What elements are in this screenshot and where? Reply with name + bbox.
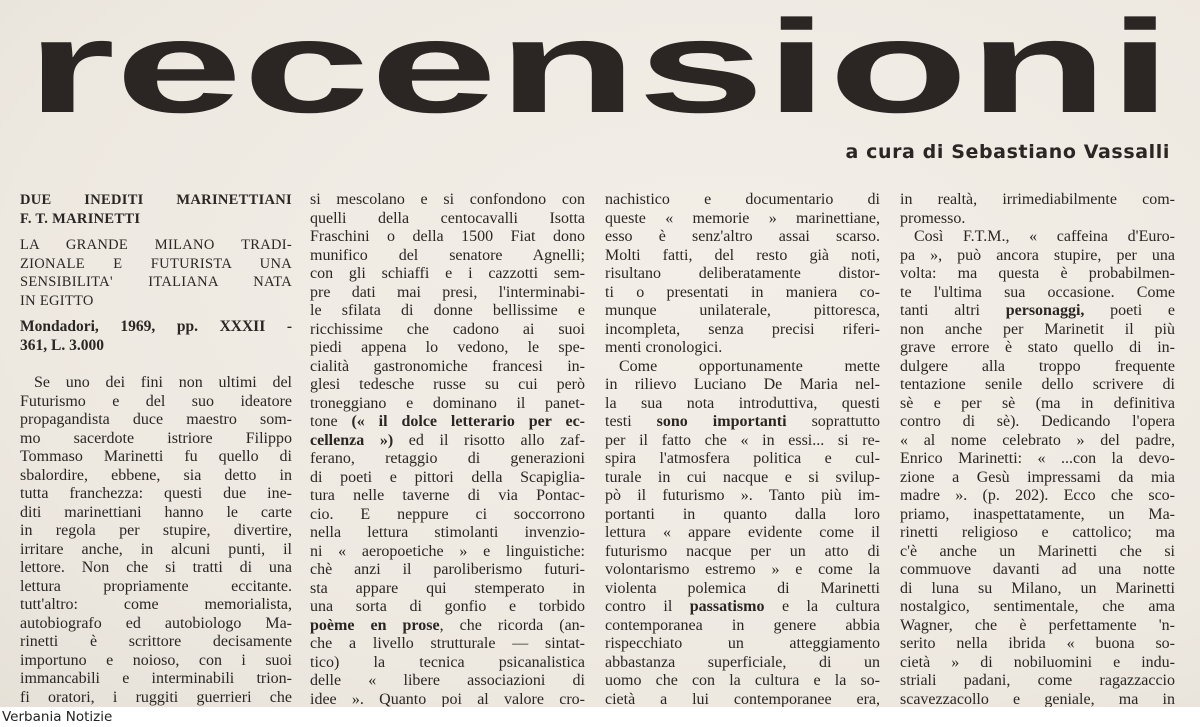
text-line: rispecchiato un atteggiamento [605,635,880,652]
text-line: tentazione senile dello scrivere di [900,376,1175,393]
text-line: nella lettura stimolanti invenzio- [310,524,585,541]
text-line: pa », può ancora stupire, per una [900,246,1175,264]
text-line [310,432,585,451]
text-line: abbastanza superficiale, di un [605,653,880,671]
text-segment: ed il risotto allo zaf- [393,431,586,449]
text-line [605,413,880,432]
text-line: queste « memorie » marinettiane, [605,209,880,227]
text-line: troneggiano e dominano il panet- [310,394,585,412]
text-line [310,617,585,636]
text-line: che a livello strutturale — sintat- [310,635,585,652]
text-line: lettore. Non che si tratti di una [20,559,292,576]
text-line: Fraschini o della 1500 Fiat dono [310,228,585,245]
text-line: Come opportunamente mette [619,357,880,375]
text-line [900,302,1175,321]
text-line: incompleta, senza precisi riferi- [605,320,880,338]
text-segment: tanti altri [900,302,1006,319]
text-line: ricchissime che cadono ai suoi [310,320,585,338]
text-line: tutta franchezza: questi due ine- [20,485,292,502]
text-line: dulgere alla troppo frequente [900,357,1175,375]
text-line: piedi appena lo vedono, le spe- [310,339,585,356]
text-line: con gli schiaffi e i cazzotti sem- [310,265,585,282]
text-line: sta appare qui stemperato in [310,579,585,597]
text-line: futurismo nacque per un atto di [605,542,880,560]
text-line: LA GRANDE MILANO TRADI- [20,237,292,253]
text-line: nachistico e documentario di [605,191,880,208]
text-line: ni « aeropoetiche » e linguistiche: [310,542,585,560]
article-column-4 [900,191,1175,709]
editor-credit: a cura di Sebastiano Vassalli [845,141,1170,163]
text-line: cio. E neppure ci soccorrono [310,505,585,523]
bold-emphasis: personaggi, [1005,302,1085,319]
text-line: Se uno dei fini non ultimi del [34,374,292,391]
text-line: 361, L. 3.000 [20,336,104,354]
text-line: in realtà, irrimediabilmente com- [900,191,1175,208]
text-line: Mondadori, 1969, pp. XXXII - [20,318,292,335]
text-line: autobiografo ed autobiologo Ma- [20,614,292,632]
text-line: la sua nota introduttiva, questi [605,394,880,412]
text-line: sbalordire, ebbene, sia detto in [20,466,292,484]
text-line: Enrico Marinetti: « ...con la devo- [900,450,1175,467]
text-line [605,598,880,617]
bold-emphasis: poème en prose [310,616,440,634]
text-line: te l'ultima sua occasione. Come [900,283,1175,301]
text-line: non anche per Marinetit il più [900,320,1175,338]
text-segment: testi [605,413,657,430]
text-line: tico) la tecnica psicanalistica [310,653,585,671]
text-line: in regola per stupire, divertire, [20,522,292,539]
source-watermark: Verbania Notizie [2,709,113,725]
text-line: serito nella ibrida « buona so- [900,635,1175,652]
text-segment: tone [310,413,352,430]
text-line: esso è senz'altro assai scarso. [605,228,880,245]
text-line: commuove davanti ad una notte [900,561,1175,578]
text-line: in rilievo Luciano De Maria nel- [605,376,880,393]
text-segment: contro il [605,598,690,615]
text-line: scavezzacollo e geniale, ma in [900,690,1175,708]
article-column-1 [20,374,292,707]
text-line: rinetti è scrittore decisamente [20,633,292,650]
text-segment: , che ricorda (an- [439,616,586,634]
text-line: ferano, retaggio di generazioni [310,450,585,467]
text-line: volta: ma questa è probabilmen- [900,265,1175,282]
text-line: cialità gastronomiche francesi in- [310,357,585,375]
text-line: ZIONALE E FUTURISTA UNA [20,255,292,272]
text-line: Tommaso Marinetti fu quello di [20,448,292,465]
text-line: grave errore è stato quello di in- [900,339,1175,356]
bold-emphasis: passatismo [689,598,765,615]
text-line: c'è anche un Marinetti che si [900,542,1175,560]
text-line: lettura propriamente eccitante. [20,577,292,595]
text-line: striali padani, come ragazzaccio [900,672,1175,689]
text-line: tutt'altro: come memorialista, [20,596,292,613]
text-line: DUE INEDITI MARINETTIANI [20,192,292,208]
text-line: menti cronologici. [605,339,723,356]
article-column-2 [310,191,585,709]
section-title-text: recensioni [26,0,1172,140]
text-line: si mescolano e si confondono con [310,191,585,208]
text-line: irritare anche, in alcuni punti, il [20,540,292,558]
text-line: munifico del senatore Agnelli; [310,246,585,264]
text-line: Futurismo e del suo ideatore [20,392,292,410]
text-line: nostalgico, sentimentale, che ama [900,598,1175,615]
text-line: SENSIBILITA' ITALIANA NATA [20,274,292,290]
text-line: di poeti e pittori della Scapiglia- [310,468,585,486]
footer-strip [0,707,1200,727]
text-line: IN EGITTO [20,292,94,309]
text-line: di luna su Milano, un Marinetti [900,579,1175,597]
text-line: fi oratori, i ruggiti guerrieri che [20,688,292,706]
text-line: zione a Gesù impressami da mia [900,468,1175,486]
text-line: uomo che con la cultura e la so- [605,672,880,689]
text-line: pre dati mai presi, l'interminabi- [310,283,585,301]
article-column-3 [605,191,880,709]
bold-emphasis: sono importanti [656,413,787,430]
text-line: sè e per sè (ma in definitiva [900,394,1175,412]
text-line: chè anzi il paroliberismo futuri- [310,561,585,578]
text-line: le sfilata di donne bellissime e [310,302,585,319]
text-line: cietà » di nobiluomini e indu- [900,653,1175,671]
text-line: Così F.T.M., « caffeina d'Euro- [914,228,1175,245]
text-line: violenta polemica di Marinetti [605,579,880,597]
bold-emphasis: (« il dolce letterario per ec- [351,413,586,430]
text-line: quelli della centocavalli Isotta [310,209,585,227]
text-line [310,413,585,432]
text-line: lettura « appare evidente come il [605,524,880,541]
book-title [20,236,292,310]
text-line: risultano deliberatamente distor- [605,265,880,282]
text-line: idee ». Quanto poi al valore cro- [310,690,585,708]
text-line: immancabili e interminabili trion- [20,670,292,687]
text-line: « al nome celebrato » del padre, [900,431,1175,449]
text-line: contemporanea in genere abbia [605,616,880,634]
text-line: volontarismo estremo » e come la [605,561,880,578]
text-line: glesi tedesche russe su cui però [310,376,585,393]
text-segment: poeti e [1084,302,1175,319]
text-line: ti o presentati in maniera co- [605,283,880,301]
text-line: diti marinettiani hanno le carte [20,503,292,521]
text-line: F. T. MARINETTI [20,210,141,227]
text-line: Wagner, che è perfettamente 'n- [900,616,1175,634]
text-line: importuno e noioso, con i suoi [20,651,292,669]
text-line: contro di sè). Dedicando l'opera [900,413,1175,430]
text-line: priamo, inaspettatamente, un Ma- [900,505,1175,523]
publisher-info [20,318,292,355]
text-segment: soprattutto [786,413,881,430]
text-line: portanti in quanto dalla loro [605,505,880,523]
section-title [0,0,1200,140]
text-line: per il fatto che « in essi... si re- [605,431,880,449]
text-segment: e la cultura [764,598,881,615]
text-line: tura nelle taverne di via Pontac- [310,487,585,504]
text-line: una sorta di gonfio e torbido [310,598,585,615]
text-line: turale in cui nacque e si svilup- [605,468,880,486]
text-line: propagandista duce maestro som- [20,411,292,428]
text-line: cietà a lui contemporanee era, [605,690,880,708]
review-heading [20,191,292,228]
text-line: munque unilaterale, pittoresca, [605,302,880,319]
text-line: Molti fatti, del resto già noti, [605,246,880,264]
text-line: delle « libere associazioni di [310,672,585,689]
text-line: pò il futurismo ». Tanto più im- [605,487,880,504]
text-line: mo sacerdote istriore Filippo [20,429,292,447]
bold-emphasis: cellenza ») [310,431,394,449]
text-line: madre ». (p. 202). Ecco che sco- [900,487,1175,504]
text-line: rinetti religioso e cattolico; ma [900,524,1175,541]
text-line: spira l'atmosfera politica e cul- [605,450,880,467]
text-line: promesso. [900,209,966,227]
